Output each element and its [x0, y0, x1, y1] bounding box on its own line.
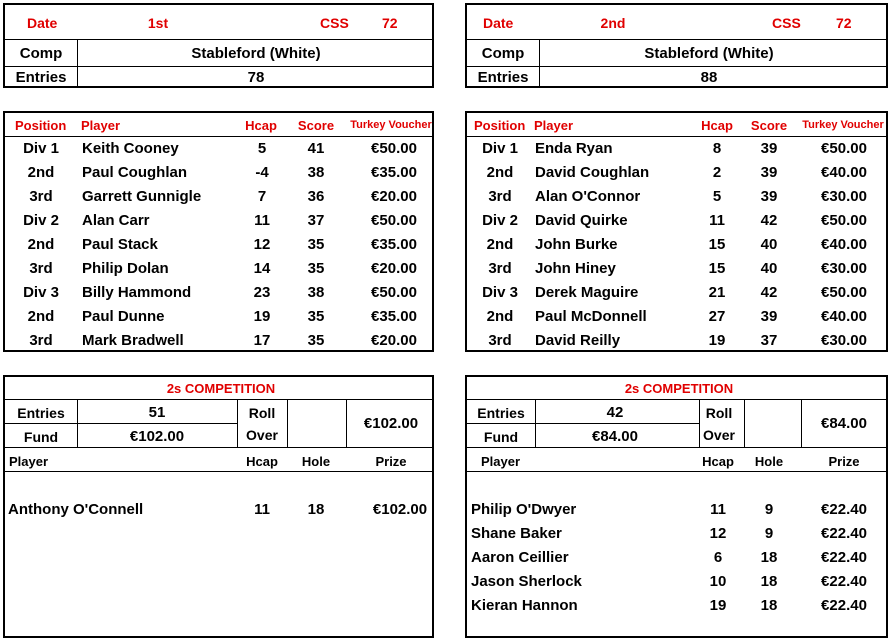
hcap-cell: 19 [253, 308, 271, 325]
header-position: Position [474, 118, 526, 133]
table-row [467, 161, 886, 185]
position-cell: 3rd [29, 188, 53, 205]
player-cell: Anthony O'Connell [8, 501, 144, 518]
score-cell: 39 [760, 140, 778, 157]
voucher-cell: €50.00 [371, 140, 417, 157]
comp-value: Stableford (White) [644, 45, 774, 62]
position-cell: Div 2 [482, 212, 518, 229]
hcap-cell: 10 [709, 573, 727, 590]
score-cell: 38 [307, 284, 325, 301]
twos-entries-value: 42 [606, 404, 624, 421]
twos-header-hcap: Hcap [702, 454, 734, 469]
hcap-cell: 11 [254, 212, 270, 229]
table-row [5, 161, 432, 185]
table-row [5, 329, 432, 353]
hcap-cell: 8 [712, 140, 722, 157]
table-row [5, 137, 432, 161]
position-cell: 2nd [27, 236, 55, 253]
voucher-cell: €50.00 [821, 284, 867, 301]
hcap-cell: 5 [257, 140, 267, 157]
position-cell: 2nd [486, 308, 514, 325]
hcap-cell: 2 [712, 164, 722, 181]
table-row [467, 257, 886, 281]
entries-label: Entries [477, 69, 529, 86]
table-row [5, 233, 432, 257]
over-label: Over [703, 427, 735, 443]
hcap-cell: 5 [712, 188, 722, 205]
voucher-cell: €35.00 [371, 308, 417, 325]
over-label: Over [246, 427, 278, 443]
entries-label: Entries [15, 69, 67, 86]
player-cell: Philip Dolan [82, 260, 169, 277]
hcap-cell: 6 [713, 549, 723, 566]
hcap-cell: 15 [708, 236, 726, 253]
hole-cell: 9 [764, 525, 774, 542]
twos-header-prize: Prize [828, 454, 860, 469]
score-cell: 42 [760, 284, 778, 301]
header-turkey-voucher: Turkey Voucher [802, 119, 884, 131]
hcap-cell: 7 [257, 188, 267, 205]
prize-cell: €22.40 [821, 525, 867, 542]
score-cell: 35 [307, 236, 325, 253]
roll-label: Roll [248, 405, 276, 421]
player-cell: Mark Bradwell [82, 332, 184, 349]
player-cell: Billy Hammond [82, 284, 192, 301]
position-cell: 2nd [27, 164, 55, 181]
score-cell: 35 [307, 308, 325, 325]
hole-cell: 18 [760, 549, 778, 566]
player-cell: Paul Dunne [82, 308, 165, 325]
player-cell: Alan Carr [82, 212, 150, 229]
position-cell: 3rd [488, 332, 512, 349]
list-item [467, 594, 886, 618]
twos-entries-label: Entries [477, 405, 525, 421]
hcap-cell: 14 [253, 260, 271, 277]
header-turkey-voucher: Turkey Voucher [350, 119, 432, 131]
date-value: 1st [147, 15, 169, 31]
hcap-cell: 11 [710, 501, 726, 518]
score-cell: 41 [307, 140, 325, 157]
hcap-cell: 15 [708, 260, 726, 277]
list-item [467, 546, 886, 570]
player-cell: John Burke [535, 236, 618, 253]
table-row [467, 233, 886, 257]
score-cell: 39 [760, 164, 778, 181]
prize-cell: €22.40 [821, 597, 867, 614]
list-item [467, 522, 886, 546]
twos-fund-label: Fund [483, 429, 519, 445]
position-cell: Div 3 [23, 284, 59, 301]
header-score: Score [297, 118, 335, 133]
hole-cell: 9 [764, 501, 774, 518]
hcap-cell: 12 [709, 525, 727, 542]
hcap-cell: 12 [253, 236, 271, 253]
voucher-cell: €35.00 [371, 164, 417, 181]
css-label: CSS [772, 15, 801, 31]
position-cell: 3rd [29, 332, 53, 349]
right-results-table [465, 111, 888, 352]
position-cell: 2nd [486, 164, 514, 181]
position-cell: 3rd [29, 260, 53, 277]
date-label: Date [27, 15, 58, 31]
table-row [5, 305, 432, 329]
hcap-cell: 21 [708, 284, 726, 301]
right-info-box [465, 3, 888, 88]
list-item [5, 498, 432, 522]
player-cell: Aaron Ceillier [471, 549, 569, 566]
hcap-cell: 19 [708, 332, 726, 349]
entries-value: 78 [247, 69, 265, 86]
position-cell: Div 1 [23, 140, 59, 157]
position-cell: Div 2 [23, 212, 59, 229]
score-cell: 38 [307, 164, 325, 181]
player-cell: Paul Coughlan [82, 164, 187, 181]
css-value: 72 [382, 15, 398, 31]
player-cell: Derek Maguire [535, 284, 639, 301]
player-cell: John Hiney [535, 260, 616, 277]
score-cell: 36 [307, 188, 325, 205]
comp-value: Stableford (White) [191, 45, 321, 62]
player-cell: Shane Baker [471, 525, 562, 542]
css-value: 72 [836, 15, 852, 31]
table-row [467, 137, 886, 161]
hole-cell: 18 [760, 573, 778, 590]
position-cell: Div 3 [482, 284, 518, 301]
right-twos-box [465, 375, 888, 638]
date-value: 2nd [600, 15, 626, 31]
voucher-cell: €30.00 [821, 188, 867, 205]
voucher-cell: €50.00 [371, 284, 417, 301]
position-cell: 3rd [488, 260, 512, 277]
player-cell: David Reilly [535, 332, 621, 349]
twos-header-prize: Prize [375, 454, 407, 469]
rollover-value: €84.00 [821, 415, 867, 432]
voucher-cell: €20.00 [371, 332, 417, 349]
voucher-cell: €35.00 [371, 236, 417, 253]
twos-header-player: Player [9, 454, 49, 469]
player-cell: David Quirke [535, 212, 628, 229]
player-cell: Enda Ryan [535, 140, 613, 157]
score-cell: 40 [760, 260, 778, 277]
header-hcap: Hcap [245, 118, 277, 133]
voucher-cell: €40.00 [821, 164, 867, 181]
table-row [5, 209, 432, 233]
comp-label: Comp [481, 45, 525, 62]
twos-header-player: Player [481, 454, 521, 469]
player-cell: Philip O'Dwyer [471, 501, 577, 518]
date-label: Date [483, 15, 514, 31]
twos-fund-value: €102.00 [129, 428, 185, 445]
table-row [467, 209, 886, 233]
position-cell: Div 1 [482, 140, 518, 157]
entries-value: 88 [700, 69, 718, 86]
position-cell: 2nd [486, 236, 514, 253]
hcap-cell: 17 [253, 332, 271, 349]
voucher-cell: €40.00 [821, 308, 867, 325]
prize-cell: €22.40 [821, 549, 867, 566]
left-info-box [3, 3, 434, 88]
header-player: Player [81, 118, 121, 133]
hcap-cell: 27 [708, 308, 726, 325]
table-row [467, 329, 886, 353]
prize-cell: €22.40 [821, 501, 867, 518]
score-cell: 42 [760, 212, 778, 229]
table-row [467, 305, 886, 329]
table-row [467, 281, 886, 305]
player-cell: Jason Sherlock [471, 573, 582, 590]
twos-title: 2s COMPETITION [624, 381, 734, 396]
list-item [467, 498, 886, 522]
score-cell: 35 [307, 332, 325, 349]
score-cell: 39 [760, 308, 778, 325]
twos-header-hole: Hole [754, 454, 784, 469]
prize-cell: €102.00 [372, 501, 428, 518]
position-cell: 3rd [488, 188, 512, 205]
player-cell: Paul Stack [82, 236, 158, 253]
voucher-cell: €20.00 [371, 188, 417, 205]
voucher-cell: €50.00 [371, 212, 417, 229]
hole-cell: 18 [760, 597, 778, 614]
player-cell: Kieran Hannon [471, 597, 578, 614]
voucher-cell: €20.00 [371, 260, 417, 277]
player-cell: David Coughlan [535, 164, 650, 181]
prize-cell: €22.40 [821, 573, 867, 590]
twos-entries-value: 51 [148, 404, 166, 421]
hcap-cell: 11 [254, 501, 270, 518]
score-cell: 37 [307, 212, 325, 229]
player-cell: Garrett Gunnigle [82, 188, 202, 205]
voucher-cell: €30.00 [821, 260, 867, 277]
css-label: CSS [320, 15, 349, 31]
roll-label: Roll [705, 405, 733, 421]
score-cell: 37 [760, 332, 778, 349]
voucher-cell: €50.00 [821, 140, 867, 157]
score-cell: 35 [307, 260, 325, 277]
table-row [467, 185, 886, 209]
twos-header-hole: Hole [301, 454, 331, 469]
voucher-cell: €50.00 [821, 212, 867, 229]
list-item [467, 570, 886, 594]
table-row [5, 281, 432, 305]
table-row [5, 257, 432, 281]
voucher-cell: €30.00 [821, 332, 867, 349]
header-score: Score [750, 118, 788, 133]
table-row [5, 185, 432, 209]
header-player: Player [534, 118, 574, 133]
player-cell: Keith Cooney [82, 140, 179, 157]
hcap-cell: -4 [255, 164, 269, 181]
score-cell: 40 [760, 236, 778, 253]
header-hcap: Hcap [701, 118, 733, 133]
player-cell: Alan O'Connor [535, 188, 641, 205]
twos-fund-value: €84.00 [592, 428, 638, 445]
hcap-cell: 11 [709, 212, 725, 229]
hcap-cell: 19 [709, 597, 727, 614]
voucher-cell: €40.00 [821, 236, 867, 253]
twos-title: 2s COMPETITION [166, 381, 276, 396]
player-cell: Paul McDonnell [535, 308, 647, 325]
header-position: Position [15, 118, 67, 133]
hole-cell: 18 [307, 501, 325, 518]
twos-entries-label: Entries [17, 405, 65, 421]
twos-fund-label: Fund [23, 429, 59, 445]
score-cell: 39 [760, 188, 778, 205]
left-results-table [3, 111, 434, 352]
rollover-value: €102.00 [363, 415, 419, 432]
hcap-cell: 23 [253, 284, 271, 301]
comp-label: Comp [19, 45, 63, 62]
twos-header-hcap: Hcap [246, 454, 278, 469]
position-cell: 2nd [27, 308, 55, 325]
left-twos-box [3, 375, 434, 638]
